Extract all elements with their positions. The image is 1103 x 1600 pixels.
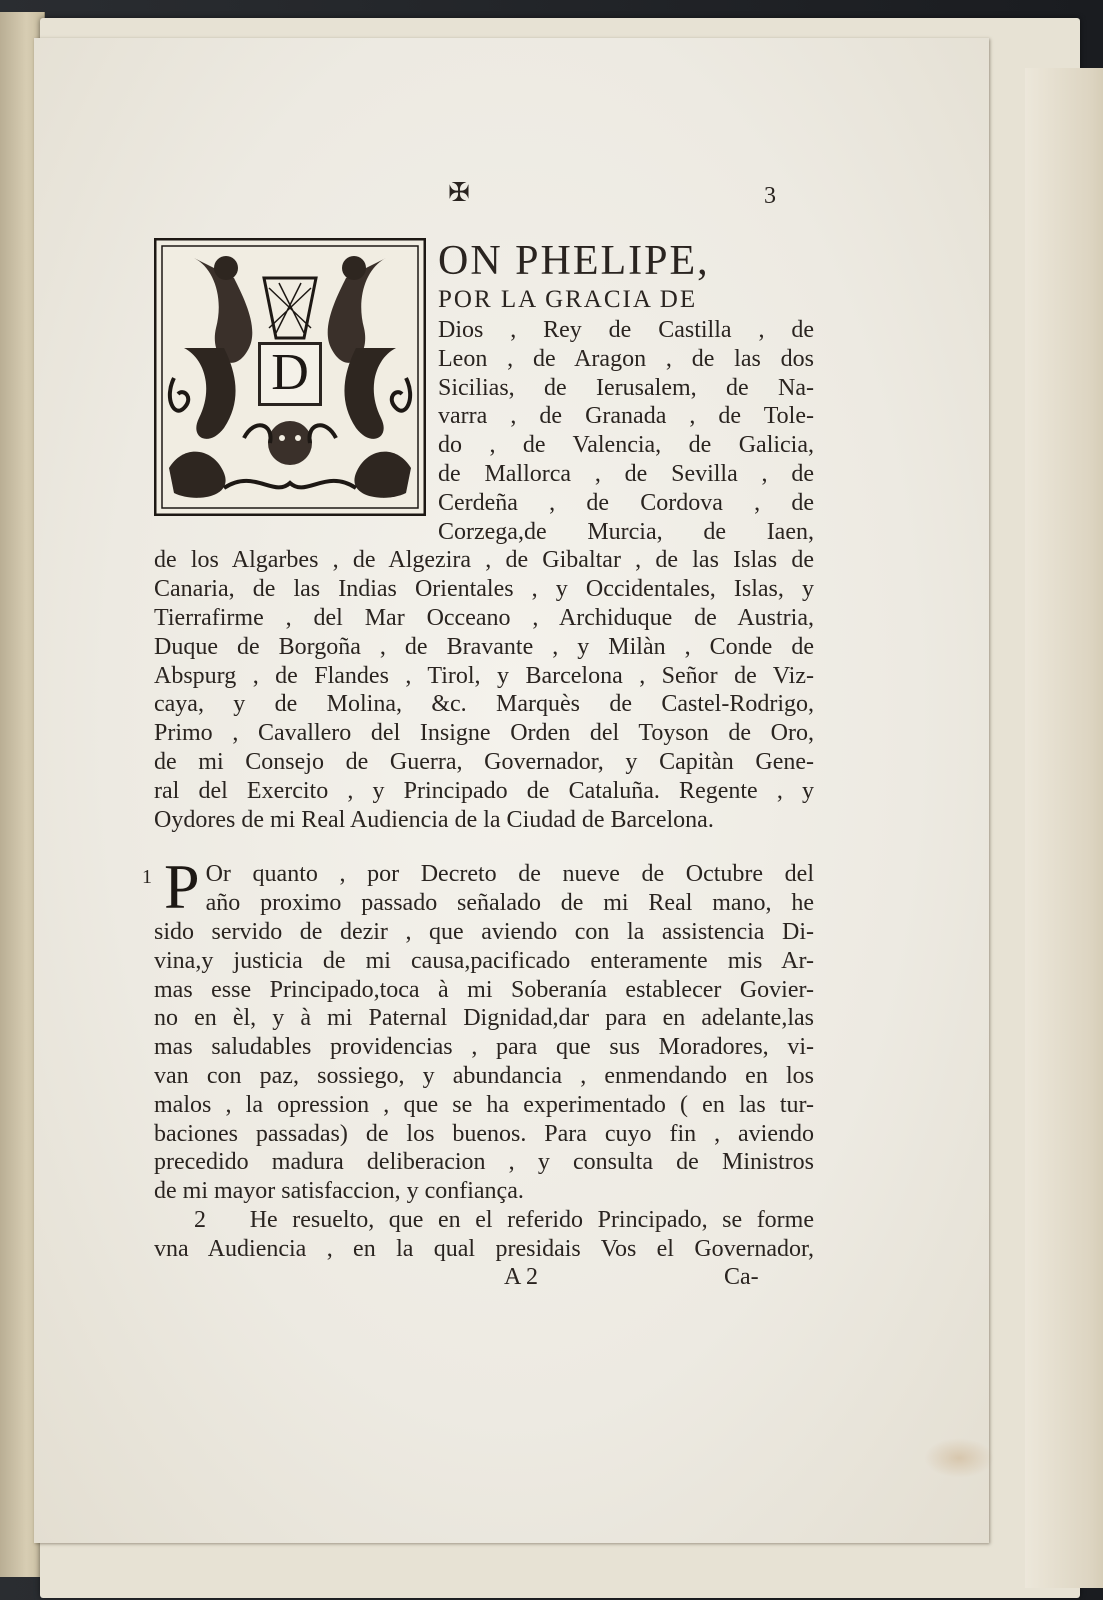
signature-mark: A 2	[504, 1263, 539, 1290]
text-block	[142, 178, 814, 1294]
text-line: vina,y justicia de mi causa,pacificado enteramente mis Ar-	[154, 947, 814, 974]
text-line: malos , la opression , que se ha experimentado ( en las tur-	[154, 1091, 814, 1118]
text-line: ral del Exercito , y Principado de Cataluña. Regente , y	[154, 777, 814, 804]
text-line: do , de Valencia, de Galicia,	[438, 432, 814, 459]
text-line: precedido madura deliberacion , y consulta de Ministros	[154, 1149, 814, 1176]
foxing-stain	[924, 1438, 994, 1478]
drop-capital: P	[164, 851, 200, 923]
text-line: vna Audiencia , en la qual presidais Vos el Governador,	[154, 1235, 814, 1262]
text-line: Sicilias, de Ierusalem, de Na-	[438, 374, 814, 401]
text-line: varra , de Granada , de Tole-	[438, 403, 814, 430]
catchword: Ca-	[724, 1263, 759, 1290]
text-line: Canaria, de las Indias Orientales , y Occidentales, Islas, y	[154, 576, 814, 603]
page-footer	[154, 1264, 814, 1294]
text-line: Primo , Cavallero del Insigne Orden del Toyson de Oro,	[154, 720, 814, 747]
text-line: sido servido de dezir , que aviendo con la assistencia Di-	[154, 918, 814, 945]
text-line: de los Algarbes , de Algezira , de Gibaltar , de las Islas de	[154, 547, 814, 574]
text-line: año proximo passado señalado de mi Real mano, he	[205, 890, 814, 917]
text-line: Leon , de Aragon , de las dos	[438, 345, 814, 372]
text-line: Oydores de mi Real Audiencia de la Ciudad de Barcelona.	[154, 806, 714, 833]
printed-page	[34, 38, 989, 1543]
initial-letter: D	[258, 342, 322, 406]
heading-line-2: POR LA GRACIA DE	[438, 286, 698, 313]
text-line: baciones passadas) de los buenos. Para cuyo fin , aviendo	[154, 1120, 814, 1147]
text-line: de mi mayor satisfaccion, y confiança.	[154, 1178, 524, 1205]
text-line: mas saludables providencias , para que sus Moradores, vi-	[154, 1034, 814, 1061]
text-line: de mi Consejo de Guerra, Governador, y Capitàn Gene-	[154, 748, 814, 775]
text-line: mas esse Principado,toca à mi Soberanía establecer Govier-	[154, 976, 814, 1003]
paragraph-number: 2	[194, 1206, 206, 1233]
text-line: Cerdeña , de Cordova , de	[438, 489, 814, 516]
text-line: 2 He resuelto, que en el referido Principado, se forme	[194, 1206, 814, 1233]
text-line: Duque de Borgoña , de Bravante , y Milàn , Conde de	[154, 633, 814, 660]
paragraph-2	[154, 1206, 814, 1264]
paragraph-1	[142, 851, 814, 1206]
page-number: 3	[764, 183, 776, 209]
paragraph-number: 1	[142, 866, 152, 889]
text-line: van con paz, sossiego, y abundancia , enmendando en los	[154, 1062, 814, 1089]
page-header	[154, 178, 814, 238]
decorated-initial	[154, 238, 426, 516]
text-line: Abspurg , de Flandes , Tirol, y Barcelona , Señor de Viz-	[154, 662, 814, 689]
text-line: de Mallorca , de Sevilla , de	[438, 460, 814, 487]
text-line: Dios , Rey de Castilla , de	[438, 317, 814, 343]
text-line: Tierrafirme , del Mar Occeano , Archiduque de Austria,	[154, 604, 814, 631]
text-line: Or quanto , por Decreto de nueve de Octubre del	[205, 861, 814, 888]
cross-icon: ✠	[448, 178, 470, 207]
heading-line-1: ON PHELIPE,	[438, 238, 710, 284]
text-line: no en èl, y à mi Paternal Dignidad,dar para en adelante,las	[154, 1005, 814, 1032]
text-line: caya, y de Molina, &c. Marquès de Castel-Rodrigo,	[154, 691, 814, 718]
text-line: Corzega,de Murcia, de Iaen,	[438, 518, 814, 545]
